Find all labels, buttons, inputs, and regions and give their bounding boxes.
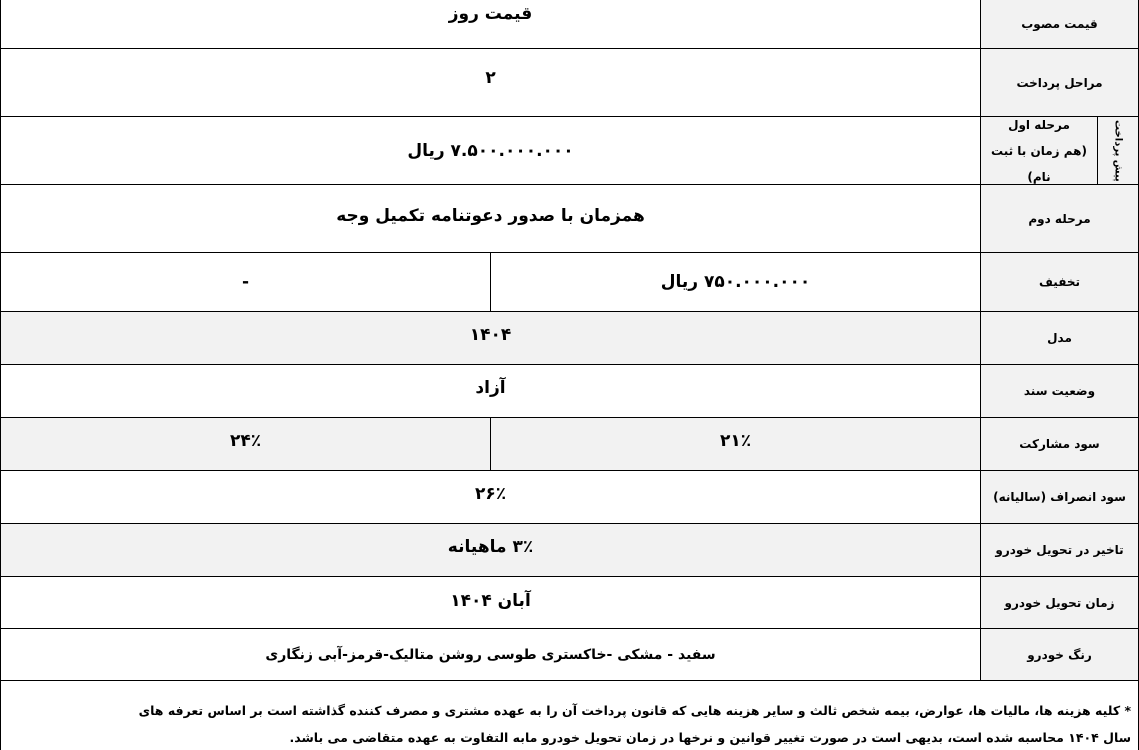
label-car-color: رنگ خودرو [1027,647,1092,662]
label-stage1-subtitle: (هم زمان با ثبت نام) [991,143,1087,184]
label-stage1 [981,117,1097,184]
value-doc-status: آزاد [475,378,506,398]
label-stage1-title: مرحله اول [1008,117,1070,132]
value-car-color: سفید - مشکی -خاکستری طوسی روشن متالیک-قرمز-آبی زنگاری [265,646,716,663]
label-delivery-time: زمان تحویل خودرو [1004,595,1115,610]
label-cancellation-profit: سود انصراف (سالیانه) [993,490,1126,504]
label-discount: تخفیف [1039,275,1080,289]
label-stage2: مرحله دوم [1028,211,1091,226]
value-cancellation-profit: ۲۶٪ [474,484,507,504]
value-approved-price: قیمت روز [448,4,533,24]
label-payment-stages: مراحل پرداخت [1016,75,1103,90]
value-discount-right: ۷۵۰.۰۰۰.۰۰۰ ریال [660,272,811,292]
label-model: مدل [1047,331,1072,345]
label-participation-profit: سود مشارکت [1019,437,1100,451]
hline [0,680,1139,681]
footnote-line2: سال ۱۴۰۴ محاسبه شده است، بدیهی است در صورت تغییر قوانین و نرخها در زمان تحویل خودرو مابه التفاوت به عهده متقاضی می باشد. [289,730,1131,745]
value-participation-profit-left: ۲۴٪ [229,431,262,451]
label-approved-price: قیمت مصوب [1021,17,1098,31]
value-stage2: همزمان با صدور دعوتنامه تکمیل وجه [336,206,645,226]
footnote-line1: * کلیه هزینه ها، مالیات ها، عوارض، بیمه شخص ثالث و سایر هزینه هایی که قانون پرداخت آن را به عهده مشتری و مصرف کننده گذاشته است بر اساس تعرفه های [138,703,1131,718]
value-participation-profit-right: ۲۱٪ [719,431,752,451]
label-doc-status: وضعیت سند [1023,384,1096,398]
value-model: ۱۴۰۴ [469,325,512,345]
label-prepayment-group: پیش پرداخت [1112,119,1124,182]
value-delivery-delay: ۳٪ ماهیانه [447,537,534,557]
value-payment-stages: ۲ [485,68,496,88]
label-delivery-delay: تاخیر در تحویل خودرو [995,543,1124,557]
value-stage1: ۷.۵۰۰.۰۰۰.۰۰۰ ریال [407,140,574,161]
value-discount-left: - [241,272,250,292]
value-delivery-time: آبان ۱۴۰۴ [450,590,531,611]
